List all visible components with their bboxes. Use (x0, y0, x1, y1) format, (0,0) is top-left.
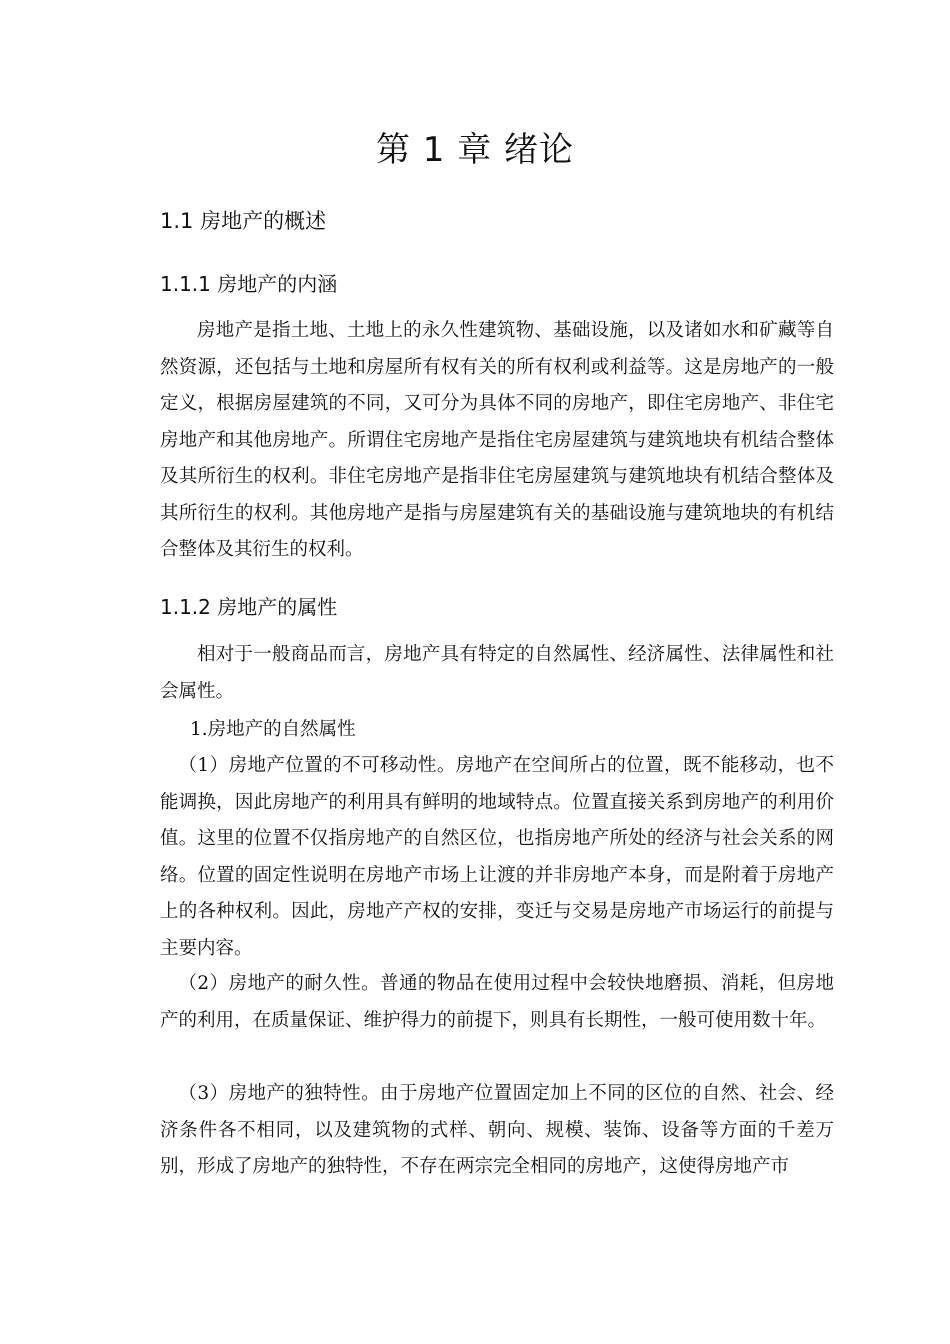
subsection-heading-attributes: 1.1.2 房地产的属性 (160, 595, 338, 619)
subsection-heading-meaning: 1.1.1 房地产的内涵 (160, 272, 338, 296)
paragraph-definition: 房地产是指土地、土地上的永久性建筑物、基础设施，以及诸如水和矿藏等自然资源，还包括与土地和房屋所有权有关的所有权利或利益等。这是房地产的一般定义，根据房屋建筑的不同，又可分为具体不同的房地产，即住宅房地产、非住宅房地产和其他房地产。所谓住宅房地产是指住宅房屋建筑与建筑地块有机结合整体及其所衍生的权利。非住宅房地产是指非住宅房屋建筑与建筑地块有机结合整体及其所衍生的权利。其他房地产是指与房屋建筑有关的基础设施与建筑地块的有机结合整体及其衍生的权利。 (160, 320, 834, 560)
section-heading: 1.1 房地产的概述 (160, 209, 327, 233)
paragraph-durability: （2）房地产的耐久性。普通的物品在使用过程中会较快地磨损、消耗，但房地产的利用，在质量保证、维护得力的前提下，则具有长期性，一般可使用数十年。 (160, 973, 834, 1031)
paragraph-uniqueness: （3）房地产的独特性。由于房地产位置固定加上不同的区位的自然、社会、经济条件各不相同，以及建筑物的式样、朝向、规模、装饰、设备等方面的千差万别，形成了房地产的独特性，不存在两宗完全相同的房地产，这使得房地产市 (160, 1083, 834, 1177)
paragraph-attributes-intro: 相对于一般商品而言，房地产具有特定的自然属性、经济属性、法律属性和社会属性。 (160, 644, 834, 702)
chapter-title: 第 1 章 绪论 (375, 130, 575, 170)
paragraph-immobility: （1）房地产位置的不可移动性。房地产在空间所占的位置，既不能移动，也不能调换，因此房地产的利用具有鲜明的地域特点。位置直接关系到房地产的利用价值。这里的位置不仅指房地产的自然区位，也指房地产所处的经济与社会关系的网络。位置的固定性说明在房地产市场上让渡的并非房地产本身，而是附着于房地产上的各种权利。因此，房地产产权的安排，变迁与交易是房地产市场运行的前提与主要内容。 (160, 755, 834, 959)
list-title-natural-attributes: 1.房地产的自然属性 (190, 719, 356, 740)
